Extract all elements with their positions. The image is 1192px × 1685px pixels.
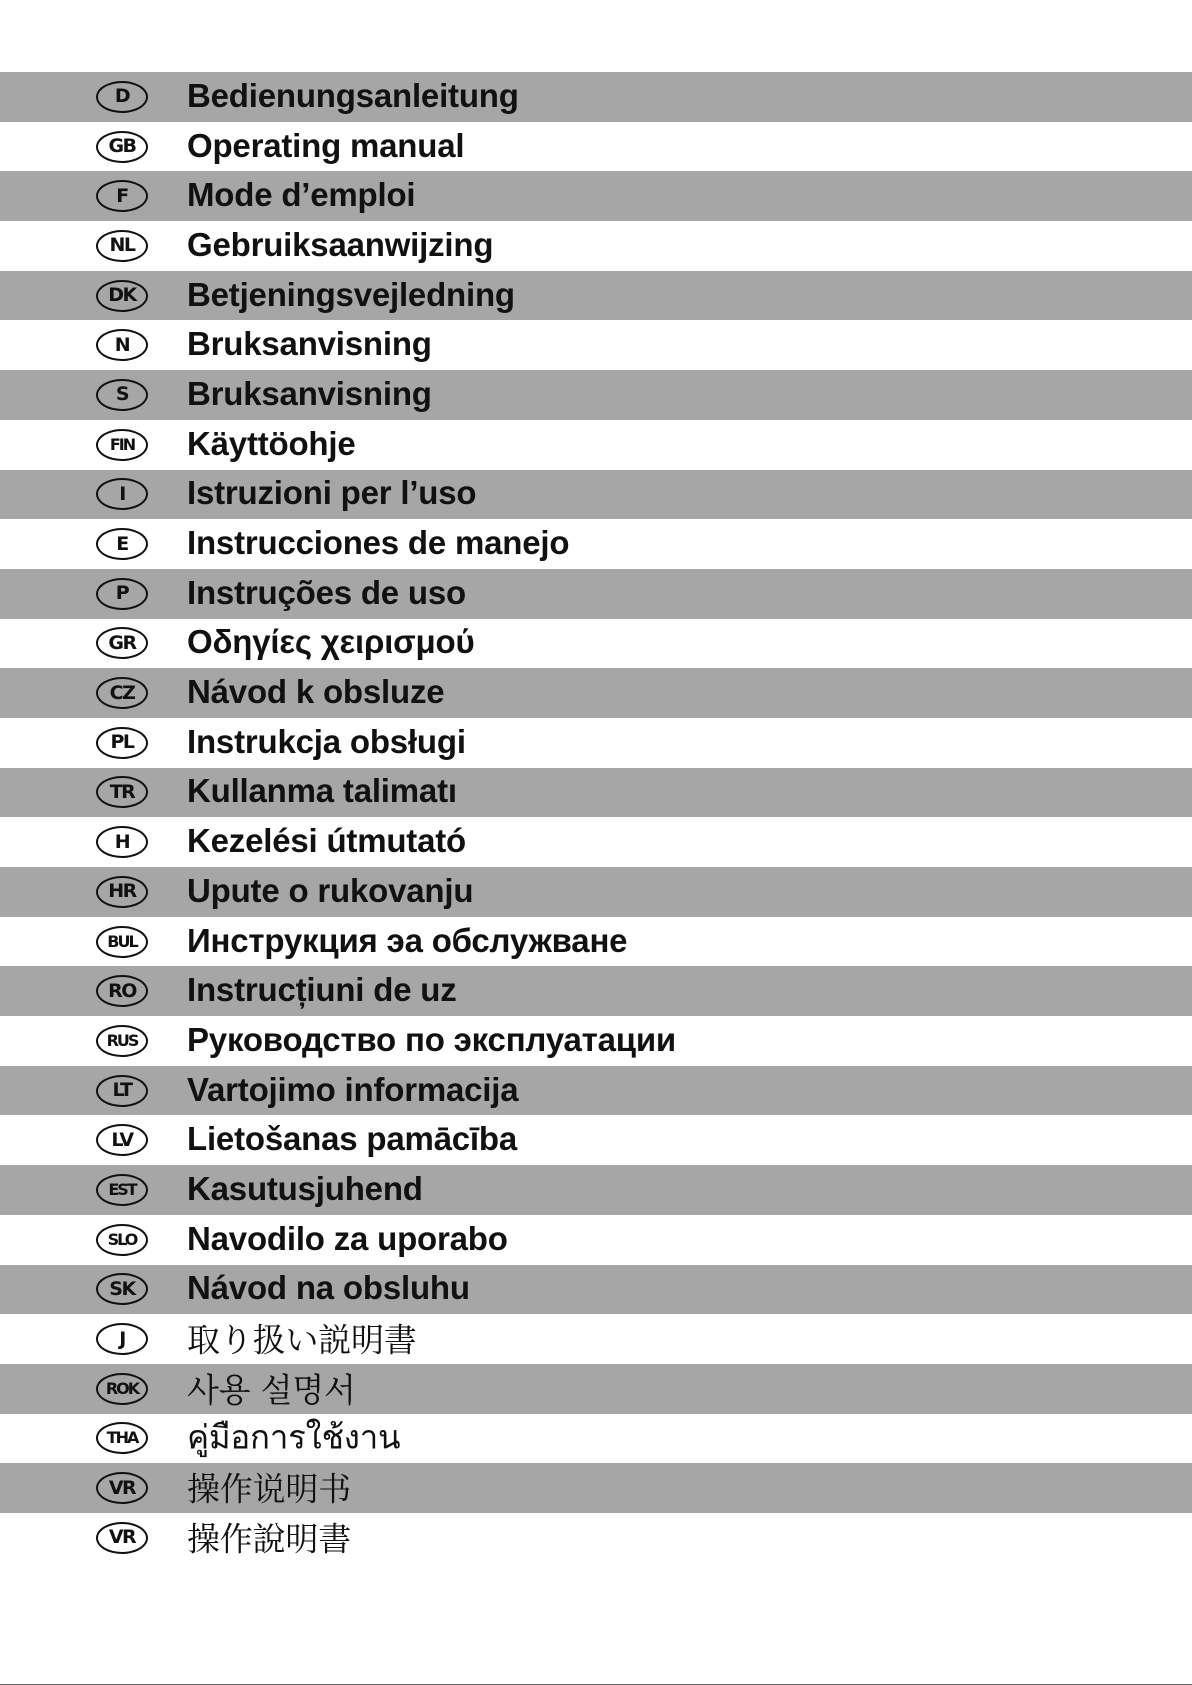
- language-row: [0, 1115, 1192, 1165]
- language-title: Mode d’emploi: [187, 176, 416, 214]
- language-row: [0, 1265, 1192, 1315]
- language-row: [0, 1016, 1192, 1066]
- language-code-badge: EST: [96, 1174, 148, 1206]
- language-title: Návod k obsluze: [187, 673, 445, 711]
- language-code-badge: H: [96, 826, 148, 858]
- language-code-badge: GB: [96, 131, 148, 163]
- language-row: [0, 917, 1192, 967]
- language-row: [0, 271, 1192, 321]
- language-title: Operating manual: [187, 126, 465, 164]
- language-code-badge: RO: [96, 975, 148, 1007]
- language-row: [0, 718, 1192, 768]
- language-row: [0, 171, 1192, 221]
- language-code-badge: GR: [96, 627, 148, 659]
- language-title: Οδηγίες χειρισμού: [187, 623, 475, 661]
- language-title: Instrucciones de manejo: [187, 524, 570, 562]
- language-code-badge: S: [96, 379, 148, 411]
- language-row: [0, 668, 1192, 718]
- language-title: Руководство по эксплуатации: [187, 1021, 677, 1059]
- language-code-badge: TR: [96, 776, 148, 808]
- language-list: [0, 72, 1192, 1563]
- language-row: [0, 1364, 1192, 1414]
- language-row: [0, 221, 1192, 271]
- language-row: [0, 1066, 1192, 1116]
- language-title: 操作说明书: [187, 1469, 352, 1509]
- language-title: Инструкция эа обслужване: [187, 921, 628, 959]
- language-code-badge: E: [96, 528, 148, 560]
- language-row: [0, 72, 1192, 122]
- language-row: [0, 1215, 1192, 1265]
- language-code-badge: FIN: [96, 429, 148, 461]
- language-code-badge: THA: [96, 1422, 148, 1454]
- language-title: Instruções de uso: [187, 573, 467, 611]
- language-title: Istruzioni per l’uso: [187, 474, 477, 512]
- language-title: Návod na obsluhu: [187, 1269, 470, 1307]
- language-row: [0, 1314, 1192, 1364]
- language-title: Instrucțiuni de uz: [187, 971, 457, 1009]
- language-code-badge: RUS: [96, 1025, 148, 1057]
- language-row: [0, 867, 1192, 917]
- language-code-badge: P: [96, 578, 148, 610]
- language-title: Käyttöohje: [187, 424, 356, 462]
- language-row: [0, 1513, 1192, 1563]
- language-title: Betjeningsvejledning: [187, 275, 515, 313]
- language-title: Gebruiksaanwijzing: [187, 226, 494, 264]
- language-row: [0, 768, 1192, 818]
- language-row: [0, 1165, 1192, 1215]
- language-title: 取り扱い説明書: [187, 1320, 417, 1360]
- language-code-badge: I: [96, 478, 148, 510]
- language-title: Navodilo za uporabo: [187, 1219, 508, 1257]
- language-row: [0, 519, 1192, 569]
- language-title: 操作說明書: [187, 1519, 352, 1559]
- language-code-badge: F: [96, 180, 148, 212]
- language-code-badge: DK: [96, 280, 148, 312]
- language-row: [0, 569, 1192, 619]
- language-code-badge: N: [96, 329, 148, 361]
- language-title: Kezelési útmutató: [187, 822, 466, 860]
- language-code-badge: ROK: [96, 1373, 148, 1405]
- language-title: Bedienungsanleitung: [187, 77, 519, 115]
- language-code-badge: BUL: [96, 926, 148, 958]
- language-row: [0, 817, 1192, 867]
- language-code-badge: SLO: [96, 1224, 148, 1256]
- language-title: Instrukcja obsługi: [187, 723, 466, 761]
- language-row: [0, 470, 1192, 520]
- language-title: คู่มือการใช้งาน: [187, 1417, 401, 1457]
- language-code-badge: LV: [96, 1124, 148, 1156]
- language-row: [0, 1414, 1192, 1464]
- language-code-badge: D: [96, 81, 148, 113]
- language-row: [0, 420, 1192, 470]
- language-code-badge: NL: [96, 230, 148, 262]
- language-code-badge: LT: [96, 1075, 148, 1107]
- language-code-badge: J: [96, 1323, 148, 1355]
- language-title: Lietošanas pamācība: [187, 1120, 518, 1158]
- language-row: [0, 122, 1192, 172]
- language-title: Bruksanvisning: [187, 375, 432, 413]
- language-title: Upute o rukovanju: [187, 872, 474, 910]
- language-row: [0, 619, 1192, 669]
- language-code-badge: SK: [96, 1273, 148, 1305]
- language-row: [0, 1463, 1192, 1513]
- language-row: [0, 370, 1192, 420]
- language-code-badge: VR: [96, 1522, 148, 1554]
- language-title: Vartojimo informacija: [187, 1070, 519, 1108]
- language-row: [0, 966, 1192, 1016]
- language-title: Bruksanvisning: [187, 325, 432, 363]
- language-title: Kullanma talimatı: [187, 772, 457, 810]
- language-code-badge: CZ: [96, 677, 148, 709]
- language-code-badge: HR: [96, 876, 148, 908]
- language-code-badge: VR: [96, 1472, 148, 1504]
- language-title: Kasutusjuhend: [187, 1170, 423, 1208]
- language-code-badge: PL: [96, 727, 148, 759]
- language-row: [0, 320, 1192, 370]
- language-title: 사용 설명서: [187, 1370, 356, 1410]
